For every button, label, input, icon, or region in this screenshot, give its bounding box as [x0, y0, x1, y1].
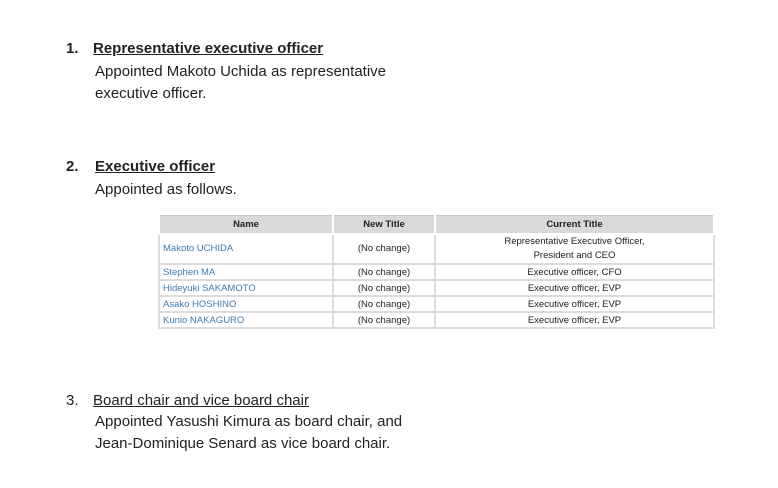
- body-line: executive officer.: [95, 85, 207, 102]
- officer-name-link[interactable]: Asako HOSHINO: [159, 296, 333, 312]
- current-title-cell: [435, 234, 714, 264]
- new-title-cell: (No change): [333, 264, 435, 280]
- section-executive-officer: [66, 157, 237, 201]
- header-new-title: New Title: [333, 216, 435, 235]
- current-title-cell: Executive officer, EVP: [435, 296, 714, 312]
- current-title-cell: Executive officer, EVP: [435, 280, 714, 296]
- current-title-cell: Executive officer, EVP: [435, 312, 714, 328]
- new-title-cell: (No change): [333, 280, 435, 296]
- table-row: [159, 296, 714, 312]
- section-number: 3.: [66, 392, 79, 409]
- officer-name-link[interactable]: Kunio NAKAGURO: [159, 312, 333, 328]
- officer-name-link[interactable]: Makoto UCHIDA: [159, 234, 333, 264]
- current-title-line: Representative Executive Officer,: [504, 236, 645, 247]
- body-line: Appointed Yasushi Kimura as board chair, and: [95, 413, 403, 430]
- officer-name-link[interactable]: Stephen MA: [159, 264, 333, 280]
- header-current-title: Current Title: [435, 216, 714, 235]
- section-body: [95, 61, 386, 105]
- table-row: [159, 264, 714, 280]
- body-line: Appointed as follows.: [95, 181, 237, 198]
- body-line: Appointed Makoto Uchida as representative: [95, 63, 387, 80]
- body-line: Jean-Dominique Senard as vice board chair.: [95, 435, 391, 452]
- section-title: Representative executive officer: [93, 40, 324, 57]
- section-board-chair: [66, 391, 402, 455]
- table-row: [159, 234, 714, 264]
- section-body: [95, 411, 402, 455]
- section-title: Board chair and vice board chair: [93, 392, 309, 409]
- new-title-cell: (No change): [333, 312, 435, 328]
- section-number: 1.: [66, 40, 79, 57]
- section-heading: [66, 39, 386, 59]
- section-body: [95, 179, 237, 201]
- new-title-cell: (No change): [333, 296, 435, 312]
- table-row: [159, 312, 714, 328]
- section-title: Executive officer: [95, 158, 216, 175]
- current-title-line: President and CEO: [533, 250, 616, 261]
- section-heading: [66, 157, 237, 177]
- current-title-cell: Executive officer, CFO: [435, 264, 714, 280]
- section-number: 2.: [66, 158, 79, 175]
- officers-table: [158, 215, 715, 329]
- section-representative-executive-officer: [66, 39, 386, 105]
- officer-name-link[interactable]: Hideyuki SAKAMOTO: [159, 280, 333, 296]
- header-name: Name: [159, 216, 333, 235]
- section-heading: [66, 391, 402, 411]
- table-row: [159, 280, 714, 296]
- table-header-row: [159, 216, 714, 235]
- new-title-cell: (No change): [333, 234, 435, 264]
